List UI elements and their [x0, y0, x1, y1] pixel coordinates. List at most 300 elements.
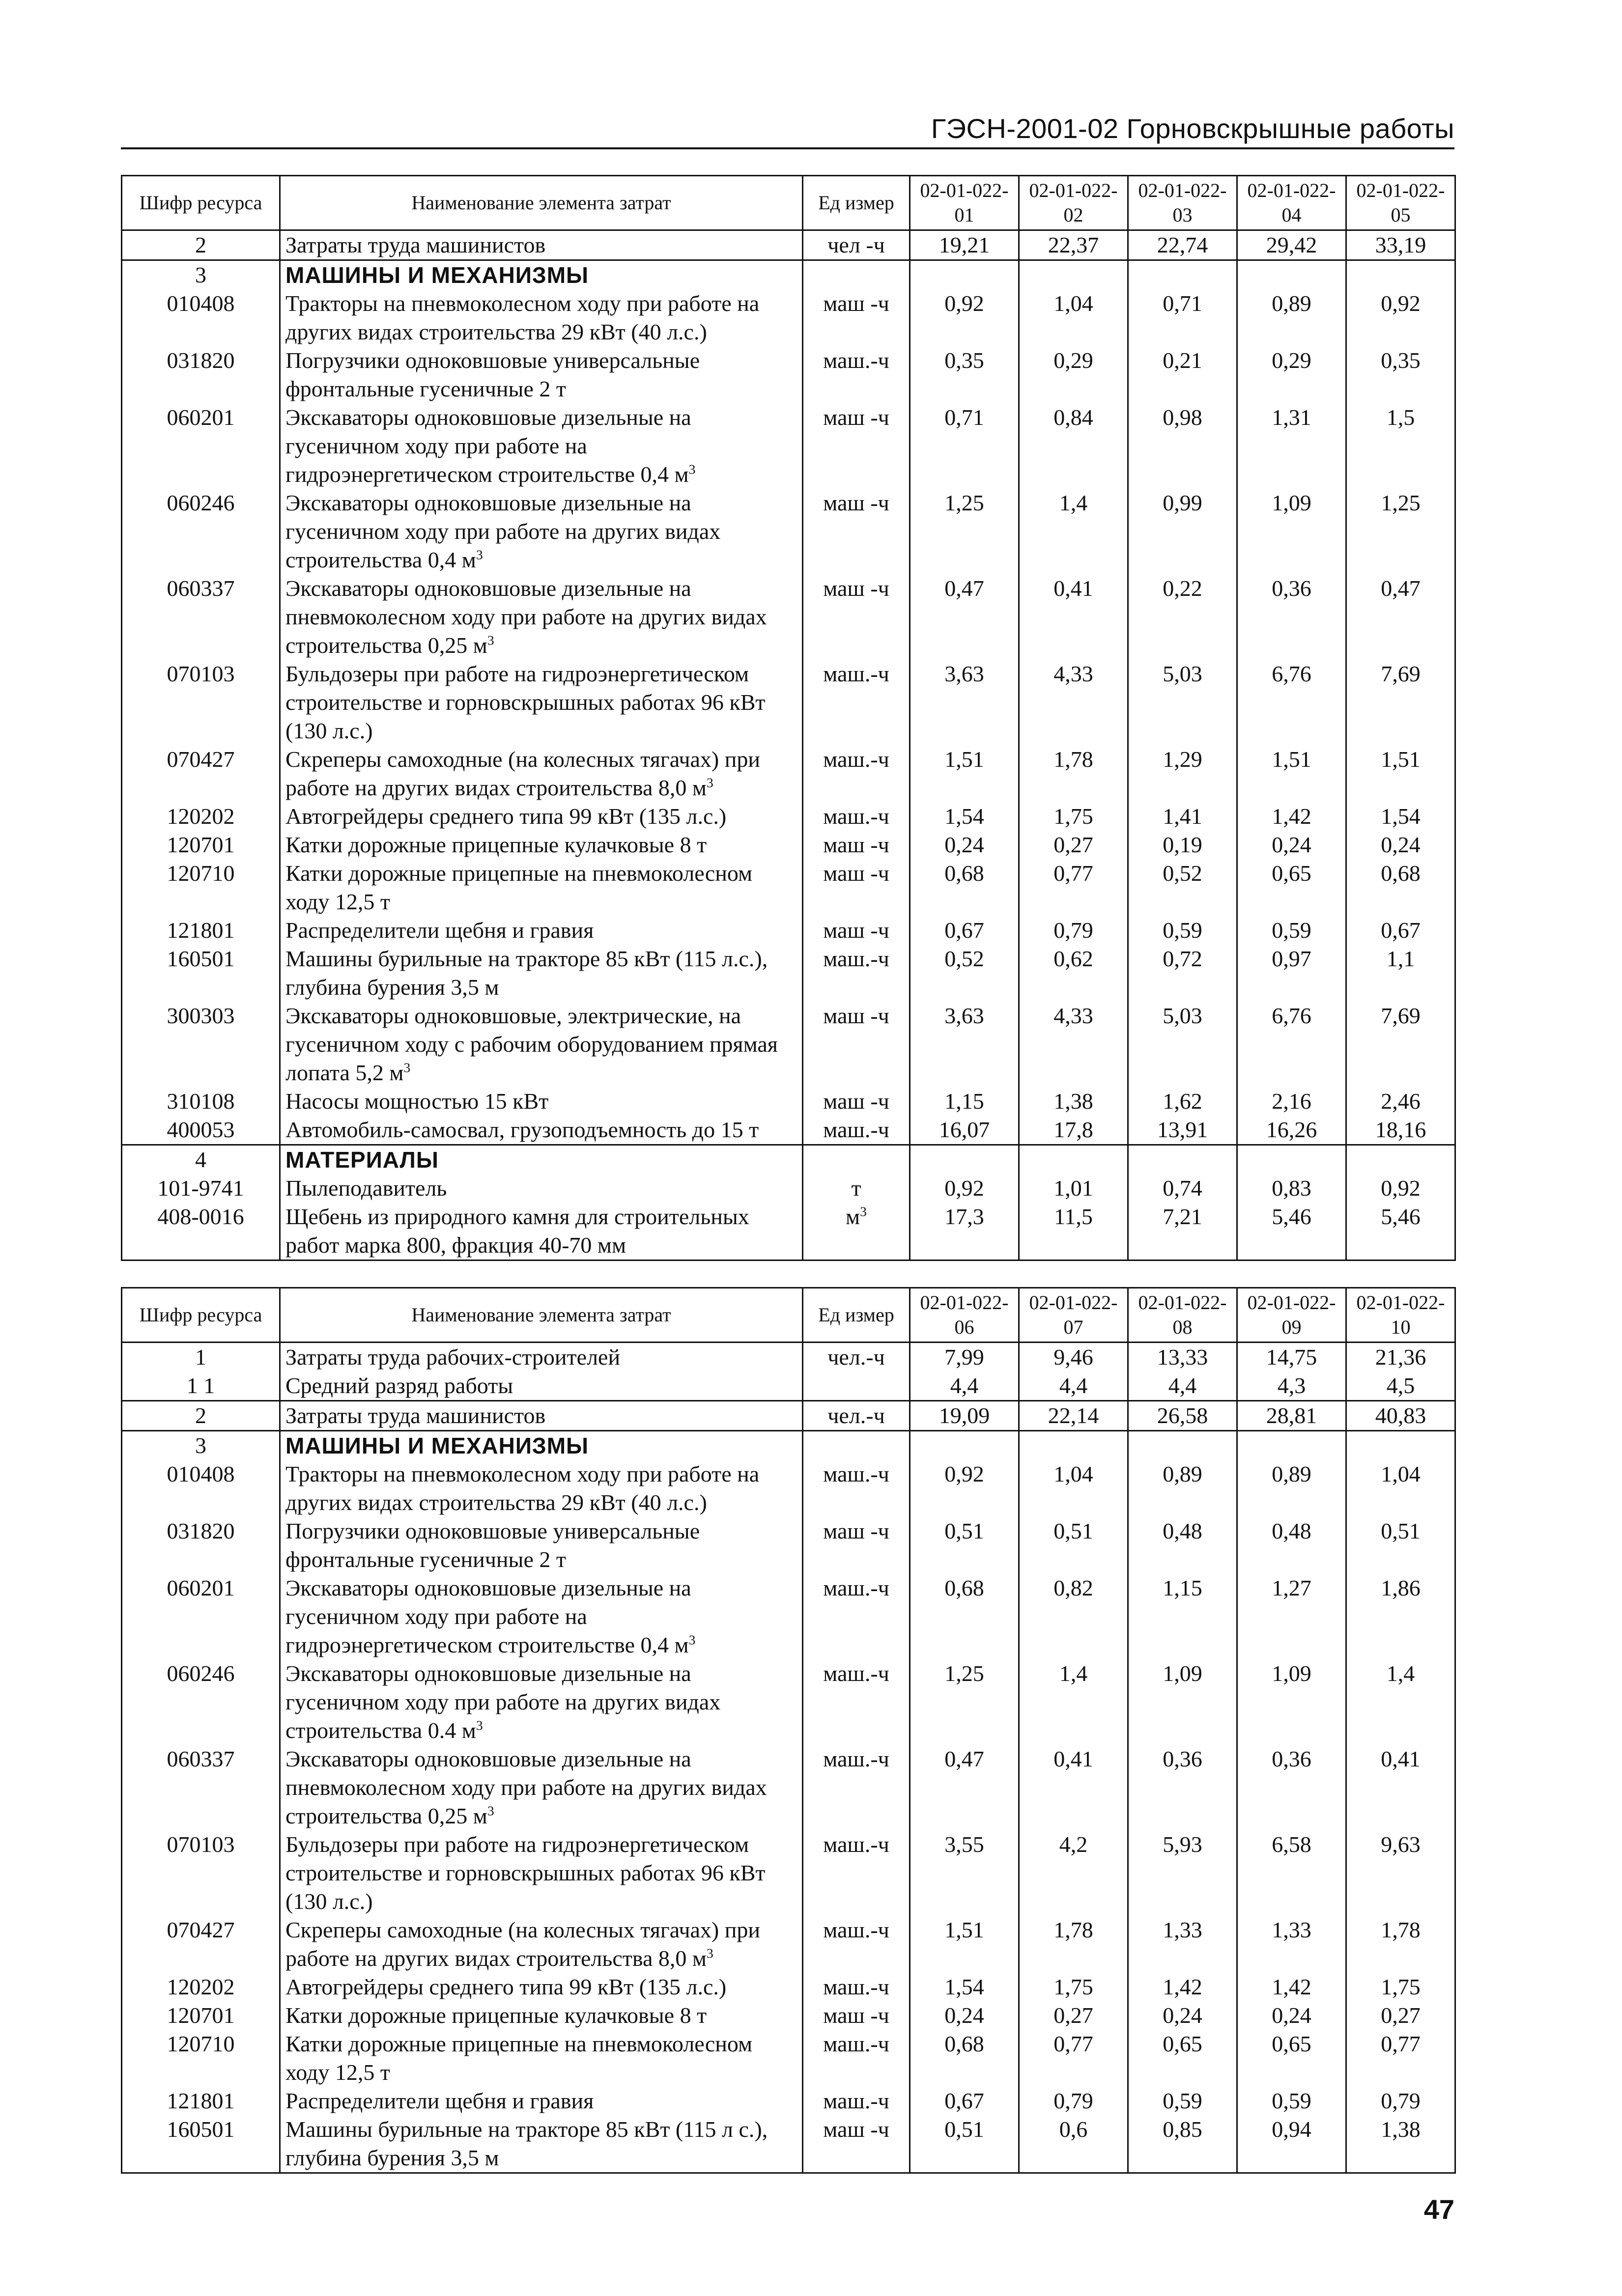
- value-cell: 0,77: [1019, 859, 1128, 916]
- value-cell: 5,46: [1237, 1203, 1346, 1260]
- resource-name: Средний разряд работы: [280, 1372, 803, 1401]
- unit-cell: маш.-ч: [803, 1830, 910, 1916]
- unit-cell: маш -ч: [803, 859, 910, 916]
- table-row: [122, 403, 1455, 489]
- value-cell: 0,22: [1128, 574, 1237, 660]
- value-cell: 0,94: [1237, 2115, 1346, 2173]
- table-row: [122, 1343, 1455, 1372]
- resource-name: Тракторы на пневмоколесном ходу при работе на других видах строительства 29 кВт (40 л.с.): [280, 1460, 803, 1517]
- unit-cell: маш -ч: [803, 574, 910, 660]
- value-cell: 0,24: [1237, 831, 1346, 859]
- resource-name: Экскаваторы одноковшовые дизельные на гусеничном ходу при работе на других видах строительства 0.4 $м^3$: [280, 1659, 803, 1745]
- value-cell: 0,72: [1128, 945, 1237, 1002]
- table-row: [122, 745, 1455, 802]
- resource-code: 010408: [122, 289, 280, 346]
- resource-name: Скреперы самоходные (на колесных тягачах) при работе на других видах строительства 8,0 $м^3$: [280, 745, 803, 802]
- value-cell: 1,09: [1237, 1659, 1346, 1745]
- value-cell: 7,69: [1346, 660, 1455, 745]
- value-cell: 5,46: [1346, 1203, 1455, 1260]
- value-cell: [1019, 1145, 1128, 1175]
- value-cell: 33,19: [1346, 230, 1455, 260]
- value-cell: 5,93: [1128, 1830, 1237, 1916]
- unit-cell: чел.-ч: [803, 1343, 910, 1372]
- value-cell: 9,63: [1346, 1830, 1455, 1916]
- value-cell: 0,89: [1237, 289, 1346, 346]
- unit-cell: чел.-ч: [803, 1401, 910, 1431]
- value-cell: 4,33: [1019, 1002, 1128, 1087]
- resource-name: Пылеподавитель: [280, 1174, 803, 1203]
- resource-table-2: [121, 1287, 1456, 2174]
- value-cell: 0,77: [1346, 2030, 1455, 2087]
- resource-name: Бульдозеры при работе на гидроэнергетическом строительстве и горновскрышных работах 96 кВт (130 л.с.): [280, 1830, 803, 1916]
- value-cell: 0,35: [910, 346, 1019, 403]
- value-cell: 0,59: [1128, 2087, 1237, 2115]
- value-cell: 0,48: [1128, 1517, 1237, 1574]
- value-cell: 0,27: [1019, 2001, 1128, 2030]
- value-cell: 0,68: [1346, 859, 1455, 916]
- resource-code: 060337: [122, 574, 280, 660]
- value-cell: 3,55: [910, 1830, 1019, 1916]
- unit-cell: [803, 1431, 910, 1460]
- resource-code: 060246: [122, 489, 280, 574]
- value-cell: 0,92: [910, 1174, 1019, 1203]
- value-cell: 9,46: [1019, 1343, 1128, 1372]
- unit-cell: маш.-ч: [803, 1916, 910, 1973]
- unit-cell: маш.-ч: [803, 346, 910, 403]
- header-unit: Ед измер: [803, 1288, 910, 1343]
- value-cell: 1,42: [1237, 802, 1346, 831]
- resource-code: 2: [122, 1401, 280, 1431]
- value-cell: [1237, 1431, 1346, 1460]
- resource-code: 1: [122, 1343, 280, 1372]
- resource-code: 120710: [122, 2030, 280, 2087]
- header-name: Наименование элемента затрат: [280, 176, 803, 230]
- resource-code: 160501: [122, 2115, 280, 2173]
- header-title: ГЭСН-2001-02 Горновскрышные работы: [931, 113, 1454, 144]
- value-cell: 1,15: [1128, 1574, 1237, 1659]
- value-cell: 17,8: [1019, 1116, 1128, 1145]
- value-cell: 0,89: [1237, 1460, 1346, 1517]
- section-number: 3: [122, 1431, 280, 1460]
- value-cell: 0,6: [1019, 2115, 1128, 2173]
- value-cell: 13,33: [1128, 1343, 1237, 1372]
- value-cell: 26,58: [1128, 1401, 1237, 1431]
- resource-name: Катки дорожные прицепные на пневмоколесном ходу 12,5 т: [280, 859, 803, 916]
- unit-cell: маш -ч: [803, 1517, 910, 1574]
- value-cell: 0,41: [1019, 574, 1128, 660]
- header-unit: Ед измер: [803, 176, 910, 230]
- value-cell: 0,27: [1346, 2001, 1455, 2030]
- value-cell: 13,91: [1128, 1116, 1237, 1145]
- resource-code: 120701: [122, 2001, 280, 2030]
- unit-cell: маш.-ч: [803, 1745, 910, 1830]
- value-cell: 0,92: [1346, 1174, 1455, 1203]
- value-cell: [910, 1431, 1019, 1460]
- resource-code: 060337: [122, 1745, 280, 1830]
- unit-cell: [803, 260, 910, 290]
- unit-cell: маш.-ч: [803, 1116, 910, 1145]
- value-cell: 0,68: [910, 1574, 1019, 1659]
- resource-name: Автогрейдеры среднего типа 99 кВт (135 л.с.): [280, 1973, 803, 2001]
- value-cell: 6,76: [1237, 1002, 1346, 1087]
- value-cell: 1,4: [1346, 1659, 1455, 1745]
- value-cell: 0,36: [1237, 1745, 1346, 1830]
- resource-code: 121801: [122, 916, 280, 945]
- value-cell: 0,65: [1237, 2030, 1346, 2087]
- value-cell: [910, 260, 1019, 290]
- section-title: МАТЕРИАЛЫ: [280, 1145, 803, 1175]
- value-cell: 0,24: [910, 2001, 1019, 2030]
- resource-code: 010408: [122, 1460, 280, 1517]
- value-cell: 1,54: [1346, 802, 1455, 831]
- resource-name: Экскаваторы одноковшовые дизельные на пневмоколесном ходу при работе на других видах строительства 0,25 $м^3$: [280, 1745, 803, 1830]
- value-cell: 1,54: [910, 802, 1019, 831]
- resource-name: Щебень из природного камня для строительных работ марка 800, фракция 40-70 мм: [280, 1203, 803, 1260]
- table-row: [122, 831, 1455, 859]
- value-cell: 1,78: [1346, 1916, 1455, 1973]
- unit-cell: маш.-ч: [803, 802, 910, 831]
- value-cell: 0,62: [1019, 945, 1128, 1002]
- value-cell: 4,4: [1128, 1372, 1237, 1401]
- resource-code: 031820: [122, 1517, 280, 1574]
- resource-code: 310108: [122, 1087, 280, 1116]
- resource-name: Автогрейдеры среднего типа 99 кВт (135 л.с.): [280, 802, 803, 831]
- resource-name: Затраты труда машинистов: [280, 1401, 803, 1431]
- value-cell: 0,51: [1346, 1517, 1455, 1574]
- table-row: [122, 2030, 1455, 2087]
- value-cell: 3,63: [910, 660, 1019, 745]
- value-cell: 4,4: [1019, 1372, 1128, 1401]
- table-row: [122, 802, 1455, 831]
- resource-code: 070427: [122, 745, 280, 802]
- table-row: [122, 1203, 1455, 1260]
- value-cell: 2,16: [1237, 1087, 1346, 1116]
- value-cell: 0,52: [1128, 859, 1237, 916]
- value-cell: 0,82: [1019, 1574, 1128, 1659]
- resource-name: Экскаваторы одноковшовые дизельные на гусеничном ходу при работе на других видах строительства 0,4 $м^3$: [280, 489, 803, 574]
- value-cell: 5,03: [1128, 660, 1237, 745]
- value-cell: 1,42: [1128, 1973, 1237, 2001]
- header-col: 02-01-022-09: [1237, 1288, 1346, 1343]
- value-cell: 1,29: [1128, 745, 1237, 802]
- value-cell: 0,35: [1346, 346, 1455, 403]
- resource-code: 070103: [122, 660, 280, 745]
- table-row: [122, 2001, 1455, 2030]
- table-row: [122, 1460, 1455, 1517]
- resource-name: Машины бурильные на тракторе 85 кВт (115 л с.), глубина бурения 3,5 м: [280, 2115, 803, 2173]
- value-cell: 0,27: [1019, 831, 1128, 859]
- value-cell: 1,33: [1237, 1916, 1346, 1973]
- resource-code: 300303: [122, 1002, 280, 1087]
- value-cell: 0,97: [1237, 945, 1346, 1002]
- unit-cell: маш.-ч: [803, 1460, 910, 1517]
- value-cell: 0,41: [1346, 1745, 1455, 1830]
- value-cell: 1,04: [1019, 289, 1128, 346]
- value-cell: 0,71: [910, 403, 1019, 489]
- value-cell: 0,79: [1019, 2087, 1128, 2115]
- value-cell: 1,25: [910, 489, 1019, 574]
- value-cell: 1,51: [910, 1916, 1019, 1973]
- value-cell: 0,92: [910, 289, 1019, 346]
- table-row: [122, 916, 1455, 945]
- value-cell: 11,5: [1019, 1203, 1128, 1260]
- value-cell: [1346, 1431, 1455, 1460]
- value-cell: 0,65: [1237, 859, 1346, 916]
- header-col: 02-01-022-03: [1128, 176, 1237, 230]
- header-col: 02-01-022-10: [1346, 1288, 1455, 1343]
- value-cell: 19,09: [910, 1401, 1019, 1431]
- value-cell: 1,27: [1237, 1574, 1346, 1659]
- table-row: [122, 289, 1455, 346]
- value-cell: 0,89: [1128, 1460, 1237, 1517]
- value-cell: 1,75: [1346, 1973, 1455, 2001]
- value-cell: 22,14: [1019, 1401, 1128, 1431]
- value-cell: 1,33: [1128, 1916, 1237, 1973]
- value-cell: 0,47: [910, 574, 1019, 660]
- value-cell: 4,4: [910, 1372, 1019, 1401]
- value-cell: 0,84: [1019, 403, 1128, 489]
- value-cell: 1,4: [1019, 489, 1128, 574]
- resource-code: 060201: [122, 1574, 280, 1659]
- table-row: [122, 1745, 1455, 1830]
- value-cell: 1,04: [1346, 1460, 1455, 1517]
- table-row: [122, 1002, 1455, 1087]
- table-row: [122, 1517, 1455, 1574]
- resource-code: 120710: [122, 859, 280, 916]
- value-cell: 0,24: [1128, 2001, 1237, 2030]
- value-cell: [910, 1145, 1019, 1175]
- resource-name: Распределители щебня и гравия: [280, 916, 803, 945]
- table-row: [122, 660, 1455, 745]
- resource-name: Затраты труда машинистов: [280, 230, 803, 260]
- resource-code: 031820: [122, 346, 280, 403]
- resource-code: 120202: [122, 1973, 280, 2001]
- unit-cell: маш.-ч: [803, 2030, 910, 2087]
- value-cell: 0,79: [1019, 916, 1128, 945]
- value-cell: 1,5: [1346, 403, 1455, 489]
- resource-name: Машины бурильные на тракторе 85 кВт (115 л.с.), глубина бурения 3,5 м: [280, 945, 803, 1002]
- value-cell: [1128, 1145, 1237, 1175]
- resource-code: 060246: [122, 1659, 280, 1745]
- value-cell: 1,62: [1128, 1087, 1237, 1116]
- value-cell: 0,51: [910, 1517, 1019, 1574]
- resource-name: Катки дорожные прицепные кулачковые 8 т: [280, 831, 803, 859]
- value-cell: 16,07: [910, 1116, 1019, 1145]
- table-row: [122, 1087, 1455, 1116]
- value-cell: 19,21: [910, 230, 1019, 260]
- resource-code: 2: [122, 230, 280, 260]
- resource-code: 101-9741: [122, 1174, 280, 1203]
- section-number: 4: [122, 1145, 280, 1175]
- value-cell: [1128, 1431, 1237, 1460]
- resource-name: Скреперы самоходные (на колесных тягачах) при работе на других видах строительства 8,0 $м^3$: [280, 1916, 803, 1973]
- resource-code: 1 1: [122, 1372, 280, 1401]
- value-cell: 0,67: [910, 916, 1019, 945]
- unit-cell: маш -ч: [803, 403, 910, 489]
- resource-name: Автомобиль-самосвал, грузоподъемность до 15 т: [280, 1116, 803, 1145]
- resource-name: Экскаваторы одноковшовые дизельные на гусеничном ходу при работе на гидроэнергетическом строительстве 0,4 $м^3$: [280, 1574, 803, 1659]
- resource-name: Погрузчики одноковшовые универсальные фронтальные гусеничные 2 т: [280, 1517, 803, 1574]
- resource-code: 408-0016: [122, 1203, 280, 1260]
- value-cell: 1,15: [910, 1087, 1019, 1116]
- value-cell: 18,16: [1346, 1116, 1455, 1145]
- value-cell: [1019, 1431, 1128, 1460]
- table-row: [122, 489, 1455, 574]
- header-col: 02-01-022-02: [1019, 176, 1128, 230]
- value-cell: 6,58: [1237, 1830, 1346, 1916]
- resource-name: Распределители щебня и гравия: [280, 2087, 803, 2115]
- unit-cell: маш.-ч: [803, 945, 910, 1002]
- value-cell: 4,5: [1346, 1372, 1455, 1401]
- value-cell: 0,71: [1128, 289, 1237, 346]
- resource-name: Бульдозеры при работе на гидроэнергетическом строительстве и горновскрышных работах 96 кВт (130 л.с.): [280, 660, 803, 745]
- value-cell: [1237, 1145, 1346, 1175]
- unit-cell: маш.-ч: [803, 2087, 910, 2115]
- table-row: [122, 1659, 1455, 1745]
- table-row: [122, 2115, 1455, 2173]
- value-cell: 7,69: [1346, 1002, 1455, 1087]
- value-cell: 0,79: [1346, 2087, 1455, 2115]
- value-cell: 1,38: [1019, 1087, 1128, 1116]
- value-cell: 0,99: [1128, 489, 1237, 574]
- value-cell: 1,09: [1128, 1659, 1237, 1745]
- value-cell: 0,48: [1237, 1517, 1346, 1574]
- resource-name: Катки дорожные прицепные кулачковые 8 т: [280, 2001, 803, 2030]
- unit-cell: т: [803, 1174, 910, 1203]
- header-name: Наименование элемента затрат: [280, 1288, 803, 1343]
- table-row: [122, 2087, 1455, 2115]
- value-cell: 0,36: [1237, 574, 1346, 660]
- header-col: 02-01-022-08: [1128, 1288, 1237, 1343]
- value-cell: 1,78: [1019, 745, 1128, 802]
- section-number: 3: [122, 260, 280, 290]
- table-row: [122, 1401, 1455, 1431]
- resource-name: Затраты труда рабочих-строителей: [280, 1343, 803, 1372]
- table-row: [122, 1174, 1455, 1203]
- value-cell: 6,76: [1237, 660, 1346, 745]
- value-cell: 1,54: [910, 1973, 1019, 2001]
- resource-name: Насосы мощностью 15 кВт: [280, 1087, 803, 1116]
- value-cell: 1,78: [1019, 1916, 1128, 1973]
- resource-code: 121801: [122, 2087, 280, 2115]
- value-cell: 1,51: [1346, 745, 1455, 802]
- value-cell: 0,68: [910, 859, 1019, 916]
- header-code: Шифр ресурса: [122, 176, 280, 230]
- value-cell: 1,25: [910, 1659, 1019, 1745]
- value-cell: 1,41: [1128, 802, 1237, 831]
- value-cell: 28,81: [1237, 1401, 1346, 1431]
- value-cell: 0,24: [1237, 2001, 1346, 2030]
- value-cell: 0,29: [1237, 346, 1346, 403]
- value-cell: [1019, 260, 1128, 290]
- value-cell: 1,25: [1346, 489, 1455, 574]
- value-cell: 0,67: [1346, 916, 1455, 945]
- section-row: [122, 1145, 1455, 1175]
- header-col: 02-01-022-01: [910, 176, 1019, 230]
- value-cell: 0,24: [1346, 831, 1455, 859]
- value-cell: 0,67: [910, 2087, 1019, 2115]
- value-cell: [1346, 1145, 1455, 1175]
- resource-name: Экскаваторы одноковшовые дизельные на гусеничном ходу при работе на гидроэнергетическом строительстве 0,4 $м^3$: [280, 403, 803, 489]
- value-cell: 0,98: [1128, 403, 1237, 489]
- resource-name: Экскаваторы одноковшовые дизельные на пневмоколесном ходу при работе на других видах строительства 0,25 $м^3$: [280, 574, 803, 660]
- value-cell: 0,41: [1019, 1745, 1128, 1830]
- header-col: 02-01-022-07: [1019, 1288, 1128, 1343]
- value-cell: 1,75: [1019, 802, 1128, 831]
- value-cell: 5,03: [1128, 1002, 1237, 1087]
- page-header: [121, 114, 1454, 149]
- resource-code: 070427: [122, 1916, 280, 1973]
- resource-name: Тракторы на пневмоколесном ходу при работе на других видах строительства 29 кВт (40 л.с.): [280, 289, 803, 346]
- unit-cell: маш.-ч: [803, 1973, 910, 2001]
- section-title: МАШИНЫ И МЕХАНИЗМЫ: [280, 1431, 803, 1460]
- value-cell: 0,51: [1019, 1517, 1128, 1574]
- resource-code: 120701: [122, 831, 280, 859]
- table-row: [122, 945, 1455, 1002]
- value-cell: 14,75: [1237, 1343, 1346, 1372]
- header-code: Шифр ресурса: [122, 1288, 280, 1343]
- value-cell: 29,42: [1237, 230, 1346, 260]
- value-cell: 0,83: [1237, 1174, 1346, 1203]
- value-cell: 0,51: [910, 2115, 1019, 2173]
- section-row: [122, 1431, 1455, 1460]
- unit-cell: [803, 1145, 910, 1175]
- value-cell: 1,31: [1237, 403, 1346, 489]
- value-cell: 0,59: [1128, 916, 1237, 945]
- table-row: [122, 859, 1455, 916]
- value-cell: 0,92: [1346, 289, 1455, 346]
- unit-cell: маш.-ч: [803, 745, 910, 802]
- value-cell: 1,75: [1019, 1973, 1128, 2001]
- value-cell: 0,65: [1128, 2030, 1237, 2087]
- value-cell: [1237, 260, 1346, 290]
- value-cell: 1,04: [1019, 1460, 1128, 1517]
- value-cell: [1128, 260, 1237, 290]
- value-cell: 0,29: [1019, 346, 1128, 403]
- value-cell: 1,38: [1346, 2115, 1455, 2173]
- value-cell: 7,21: [1128, 1203, 1237, 1260]
- resource-code: 120202: [122, 802, 280, 831]
- value-cell: 2,46: [1346, 1087, 1455, 1116]
- unit-cell: маш -ч: [803, 489, 910, 574]
- unit-cell: чел -ч: [803, 230, 910, 260]
- value-cell: 4,2: [1019, 1830, 1128, 1916]
- value-cell: 17,3: [910, 1203, 1019, 1260]
- header-col: 02-01-022-06: [910, 1288, 1019, 1343]
- value-cell: 21,36: [1346, 1343, 1455, 1372]
- table-row: [122, 1372, 1455, 1401]
- value-cell: 0,24: [910, 831, 1019, 859]
- value-cell: 1,01: [1019, 1174, 1128, 1203]
- unit-cell: маш.-ч: [803, 1574, 910, 1659]
- value-cell: 0,47: [910, 1745, 1019, 1830]
- value-cell: 22,74: [1128, 230, 1237, 260]
- header-col: 02-01-022-04: [1237, 176, 1346, 230]
- resource-code: 070103: [122, 1830, 280, 1916]
- value-cell: 1,86: [1346, 1574, 1455, 1659]
- value-cell: 16,26: [1237, 1116, 1346, 1145]
- value-cell: 4,3: [1237, 1372, 1346, 1401]
- table-row: [122, 1830, 1455, 1916]
- table-header-row: [122, 1288, 1455, 1343]
- unit-cell: маш -ч: [803, 289, 910, 346]
- value-cell: [1346, 260, 1455, 290]
- resource-table-1: [121, 175, 1456, 1261]
- value-cell: 0,19: [1128, 831, 1237, 859]
- value-cell: 0,92: [910, 1460, 1019, 1517]
- unit-cell: маш -ч: [803, 831, 910, 859]
- resource-name: Погрузчики одноковшовые универсальные фронтальные гусеничные 2 т: [280, 346, 803, 403]
